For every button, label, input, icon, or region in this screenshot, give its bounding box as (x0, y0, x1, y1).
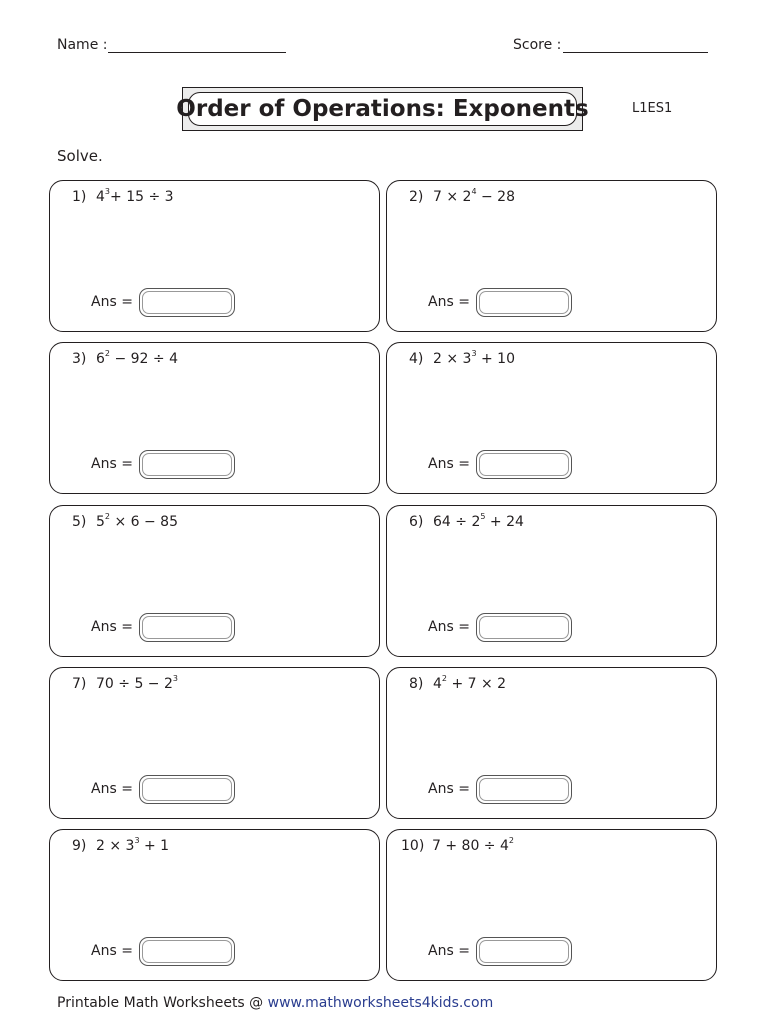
answer-box[interactable] (476, 937, 572, 966)
expression-text: 70 ÷ 5 − 2 (96, 676, 173, 692)
answer-label: Ans = (91, 619, 133, 635)
problem-number: 9) (72, 838, 87, 854)
exponent: 2 (104, 512, 111, 521)
expression-text: × 6 − 85 (110, 514, 178, 530)
answer-label: Ans = (428, 456, 470, 472)
answer-label: Ans = (428, 294, 470, 310)
problem-number: 4) (409, 351, 424, 367)
problem-card (386, 667, 717, 819)
problem-card (386, 180, 717, 332)
problem-number: 8) (409, 676, 424, 692)
expression-text: − 92 ÷ 4 (110, 351, 178, 367)
answer-box[interactable] (139, 937, 235, 966)
expression-text: + 15 ÷ 3 (110, 189, 174, 205)
problem-expression (96, 189, 174, 205)
expression-text: 7 + 80 ÷ 4 (432, 838, 509, 854)
exponent: 3 (104, 187, 111, 196)
problem-expression (433, 351, 515, 367)
answer-box[interactable] (139, 613, 235, 642)
problem-card (386, 829, 717, 981)
problem-number: 7) (72, 676, 87, 692)
expression-text: 6 (96, 351, 105, 367)
expression-text: 7 × 2 (433, 189, 472, 205)
title-banner (176, 87, 589, 131)
problem-card (49, 667, 380, 819)
instruction-text: Solve. (57, 147, 103, 165)
problem-number: 5) (72, 514, 87, 530)
answer-box[interactable] (139, 775, 235, 804)
footer (57, 995, 493, 1011)
exponent: 3 (134, 836, 140, 845)
problem-card (49, 342, 380, 494)
exponent: 4 (471, 187, 477, 196)
problem-expression (96, 676, 178, 692)
answer-label: Ans = (428, 943, 470, 959)
problem-card (386, 342, 717, 494)
expression-text: + 1 (139, 838, 170, 854)
score-label: Score : (513, 37, 562, 53)
problem-expression (96, 351, 178, 367)
answer-box[interactable] (139, 288, 235, 317)
footer-text: Printable Math Worksheets @ (57, 995, 268, 1011)
answer-box[interactable] (476, 775, 572, 804)
answer-label: Ans = (428, 781, 470, 797)
problem-expression (433, 189, 515, 205)
problem-number: 2) (409, 189, 424, 205)
answer-label: Ans = (91, 781, 133, 797)
problem-card (49, 829, 380, 981)
problem-expression (433, 514, 524, 530)
answer-box[interactable] (476, 288, 572, 317)
exponent: 2 (508, 836, 514, 845)
expression-text: 2 × 3 (96, 838, 135, 854)
answer-label: Ans = (91, 943, 133, 959)
problem-number: 1) (72, 189, 87, 205)
footer-link[interactable]: www.mathworksheets4kids.com (267, 995, 494, 1011)
expression-text: 4 (96, 189, 105, 205)
name-label: Name : (57, 37, 108, 53)
problem-number: 6) (409, 514, 424, 530)
answer-box[interactable] (139, 450, 235, 479)
answer-box[interactable] (476, 450, 572, 479)
expression-text: + 10 (476, 351, 515, 367)
answer-label: Ans = (91, 456, 133, 472)
problem-expression (433, 676, 506, 692)
problem-card (49, 180, 380, 332)
exponent: 3 (471, 349, 477, 358)
answer-box[interactable] (476, 613, 572, 642)
answer-label: Ans = (91, 294, 133, 310)
exponent: 2 (104, 349, 111, 358)
expression-text: − 28 (476, 189, 515, 205)
problem-number: 10) (401, 838, 425, 854)
worksheet-code: L1ES1 (632, 101, 673, 116)
expression-text: 64 ÷ 2 (433, 514, 481, 530)
exponent: 3 (172, 674, 178, 683)
answer-label: Ans = (428, 619, 470, 635)
expression-text: 4 (433, 676, 442, 692)
expression-text: + 24 (485, 514, 524, 530)
problem-expression (96, 838, 169, 854)
problem-expression (96, 514, 178, 530)
problem-number: 3) (72, 351, 87, 367)
exponent: 5 (480, 512, 486, 521)
problem-card (386, 505, 717, 657)
score-field-line[interactable] (563, 52, 708, 53)
exponent: 2 (441, 674, 448, 683)
name-field-line[interactable] (108, 52, 286, 53)
problem-expression (432, 838, 514, 854)
expression-text: 2 × 3 (433, 351, 472, 367)
expression-text: + 7 × 2 (447, 676, 507, 692)
expression-text: 5 (96, 514, 105, 530)
problem-card (49, 505, 380, 657)
worksheet-title: Order of Operations: Exponents (188, 92, 577, 126)
